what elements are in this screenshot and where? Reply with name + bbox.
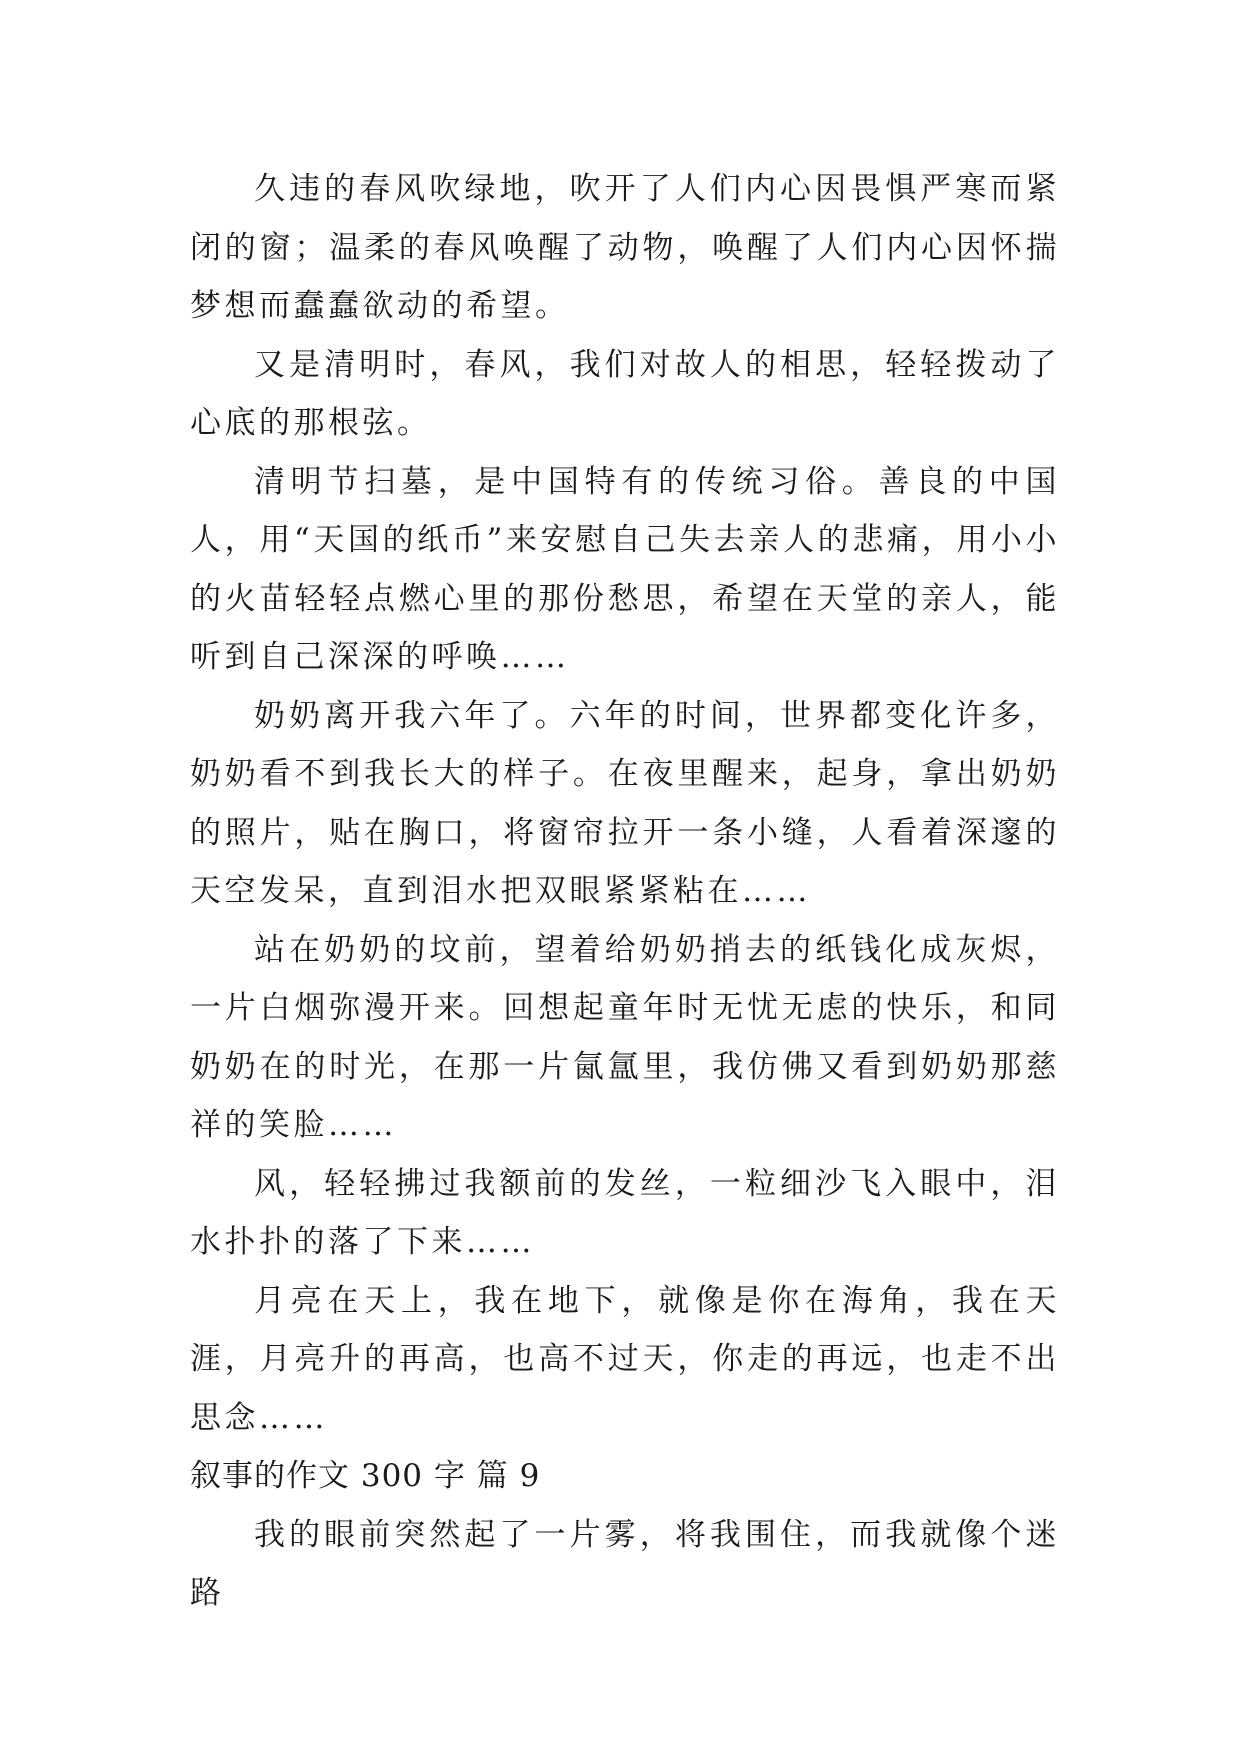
- document-body: [190, 160, 1060, 1623]
- paragraph-1: 久违的春风吹绿地，吹开了人们内心因畏惧严寒而紧闭的窗；温柔的春风唤醒了动物，唤醒了人们内心因怀揣梦想而蠢蠢欲动的希望。: [190, 171, 1060, 324]
- section-heading: 叙事的作文 300 字 篇 9: [190, 1458, 541, 1494]
- paragraph-2: 又是清明时，春风，我们对故人的相思，轻轻拨动了心底的那根弦。: [190, 346, 1060, 441]
- paragraph-5: 站在奶奶的坟前，望着给奶奶捎去的纸钱化成灰烬，一片白烟弥漫开来。回想起童年时无忧无虑的快乐，和同奶奶在的时光，在那一片氤氲里，我仿佛又看到奶奶那慈祥的笑脸……: [190, 931, 1060, 1143]
- paragraph-3: 清明节扫墓，是中国特有的传统习俗。善良的中国人，用“天国的纸币”来安慰自己失去亲人的悲痛，用小小的火苗轻轻点燃心里的那份愁思，希望在天堂的亲人，能听到自己深深的呼唤……: [190, 463, 1060, 675]
- paragraph-7: 月亮在天上，我在地下，就像是你在海角，我在天涯，月亮升的再高，也高不过天，你走的再远，也走不出思念……: [190, 1282, 1060, 1436]
- paragraph-8: 我的眼前突然起了一片雾，将我围住，而我就像个迷路: [190, 1516, 1060, 1611]
- paragraph-6: 风，轻轻拂过我额前的发丝，一粒细沙飞入眼中，泪水扑扑的落了下来……: [190, 1165, 1060, 1260]
- paragraph-4: 奶奶离开我六年了。六年的时间，世界都变化许多，奶奶看不到我长大的样子。在夜里醒来，起身，拿出奶奶的照片，贴在胸口，将窗帘拉开一条小缝，人看着深邃的天空发呆，直到泪水把双眼紧紧粘在……: [190, 697, 1060, 909]
